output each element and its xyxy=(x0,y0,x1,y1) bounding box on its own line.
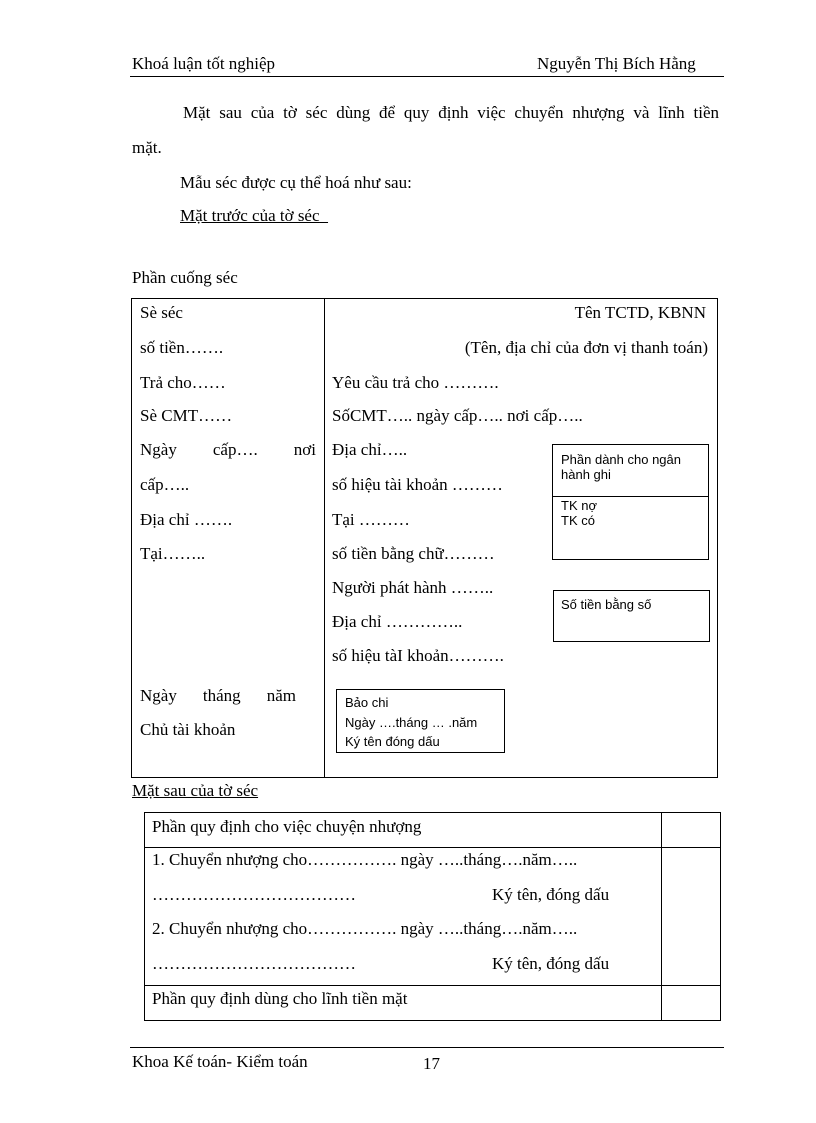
footer-rule xyxy=(130,1047,724,1048)
cheque-line: Tại ……… xyxy=(332,510,410,529)
transfer-sign-1: Ký tên, đóng dấu xyxy=(492,885,610,904)
intro-line-1: Mặt sau của tờ séc dùng để quy định việc chuyển nhượng và lĩnh tiền xyxy=(183,103,719,122)
transfer-line-2: 2. Chuyển nhượng cho……………. ngày …..tháng….năm….. xyxy=(152,919,578,938)
page-number: 17 xyxy=(423,1054,440,1073)
transfer-line-1: 1. Chuyển nhượng cho……………. ngày …..tháng….năm….. xyxy=(152,850,578,869)
transfer-dots-1: ……………………………… xyxy=(152,885,356,904)
header-right: Nguyễn Thị Bích Hằng xyxy=(537,54,696,73)
header-left: Khoá luận tốt nghiệp xyxy=(132,54,276,73)
back-row-divider xyxy=(144,985,721,986)
stub-line: Trả cho…… xyxy=(140,373,226,392)
transfer-dots-2: ……………………………… xyxy=(152,954,356,973)
bank-use-title-2: hành ghi xyxy=(561,467,611,482)
stub-issue-word: nơi xyxy=(293,440,316,459)
bank-subtitle: (Tên, địa chỉ của đơn vị thanh toán) xyxy=(464,338,708,357)
bank-name: Tên TCTD, KBNN xyxy=(574,303,706,322)
stub-issue-line xyxy=(140,440,316,460)
bank-use-title: Phần dành cho ngân xyxy=(561,452,681,467)
stub-date-word: năm xyxy=(266,686,296,705)
cheque-line: số hiệu tàI khoản………. xyxy=(332,646,504,665)
guarantee-sign: Ký tên đóng dấu xyxy=(345,734,440,749)
transfer-sign-2: Ký tên, đóng dấu xyxy=(492,954,610,973)
stub-date-word: tháng xyxy=(202,686,241,705)
stub-line: Sè CMT…… xyxy=(140,406,233,425)
cheque-line: Địa chỉ….. xyxy=(332,440,408,459)
cheque-line: Người phát hành …….. xyxy=(332,578,494,597)
stub-date-line xyxy=(140,686,296,706)
cheque-line: số tiền bằng chữ……… xyxy=(332,544,495,563)
credit-account: TK có xyxy=(561,513,595,528)
stub-issue-word: cấp…. xyxy=(212,440,258,459)
cheque-line: Yêu cầu trả cho ………. xyxy=(332,373,499,392)
stub-line: số tiền……. xyxy=(140,338,224,357)
stub-at: Tại…….. xyxy=(140,544,206,563)
footer-left: Khoa Kế toán- Kiểm toán xyxy=(132,1052,308,1071)
stub-issue-cont: cấp….. xyxy=(140,475,190,494)
guarantee-title: Bảo chi xyxy=(345,695,389,710)
header-rule xyxy=(130,76,724,77)
transfer-title: Phần quy định cho việc chuyện nhượng xyxy=(152,817,422,836)
back-heading: Mặt sau của tờ séc xyxy=(132,781,259,800)
intro-line-3: Mẫu séc được cụ thể hoá như sau: xyxy=(180,173,412,192)
cheque-line: Địa chỉ ………….. xyxy=(332,612,463,631)
stub-caption: Phần cuống séc xyxy=(132,268,238,287)
intro-line-2: mặt. xyxy=(132,138,162,157)
debit-account: TK nợ xyxy=(561,498,597,513)
stub-issue-word: Ngày xyxy=(140,440,177,459)
stub-date-word: Ngày xyxy=(140,686,177,705)
stub-divider xyxy=(324,298,325,778)
stub-holder: Chủ tài khoản xyxy=(140,720,236,739)
cheque-line: SốCMT….. ngày cấp….. nơi cấp….. xyxy=(332,406,583,425)
cheque-line: số hiệu tài khoản ……… xyxy=(332,475,503,494)
back-column-divider xyxy=(661,812,662,1021)
back-row-divider xyxy=(144,847,721,848)
amount-box-label: Số tiền bằng số xyxy=(561,597,652,612)
stub-address: Địa chỉ ……. xyxy=(140,510,233,529)
bank-use-divider xyxy=(552,496,709,497)
guarantee-date: Ngày ….tháng … .năm xyxy=(345,715,478,730)
front-heading: Mặt trước của tờ séc xyxy=(180,206,320,225)
stub-line: Sè séc xyxy=(140,303,183,322)
cash-title: Phần quy định dùng cho lĩnh tiền mặt xyxy=(152,989,408,1008)
